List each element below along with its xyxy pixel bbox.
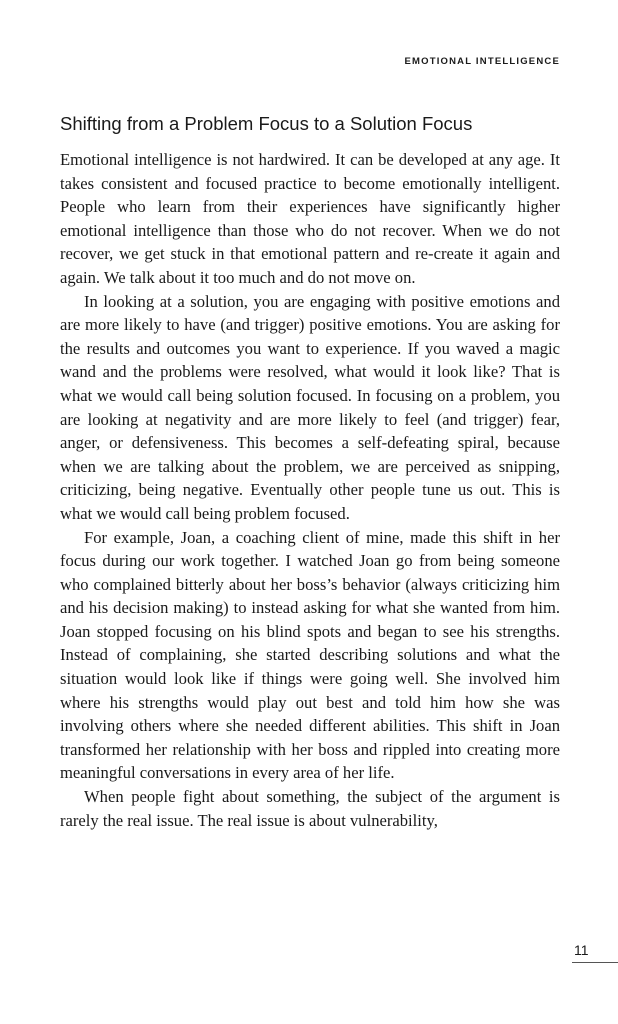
paragraph: When people fight about something, the subject of the argument is rarely the real issue. The real issue is about vulnerability, bbox=[60, 787, 560, 830]
page-number: 11 bbox=[574, 942, 589, 958]
running-head: EMOTIONAL INTELLIGENCE bbox=[404, 56, 560, 67]
paragraph: In looking at a solution, you are engaging with positive emotions and are more likely to have (and trigger) positive emotions. You are asking for the results and outcomes you want to experience. If you waved a magic wand and the problems were resolved, what would it look like? That is what we would call being solution focused. In focusing on a problem, you are looking at negativity and are more likely to feel (and trigger) fear, anger, or defensiveness. This becomes a self-defeating spiral, because when we are talking about the problem, we are perceived as snipping, criticizing, being negative. Eventually other people tune us out. This is what we would call being problem focused. bbox=[60, 291, 560, 523]
paragraph: Emotional intelligence is not hardwired. It can be developed at any age. It takes consistent and focused practice to become emotionally intelligent. People who learn from their experiences have significantly higher emotional intelligence than those who do not recover. When we do not recover, we get stuck in that emotional pattern and re-create it again and again. We talk about it too much and do not move on. bbox=[60, 150, 560, 287]
section-title: Shifting from a Problem Focus to a Solution Focus bbox=[60, 113, 473, 134]
paragraph: For example, Joan, a coaching client of mine, made this shift in her focus during our work together. I watched Joan go from being someone who complained bitterly about her boss’s behavior (always criticizing him and his decision making) to instead asking for what she wanted from him. Joan stopped focusing on his blind spots and began to see his strengths. Instead of complaining, she started describing solutions and what the situation would look like if things were going well. She involved him where his strengths would play out best and told him how she was involving others where she needed different abilities. This shift in Joan transformed her relationship with her boss and rippled into creating more meaningful conversations in every area of her life. bbox=[60, 527, 560, 783]
page-number-rule bbox=[572, 962, 618, 963]
body-text bbox=[60, 148, 560, 832]
